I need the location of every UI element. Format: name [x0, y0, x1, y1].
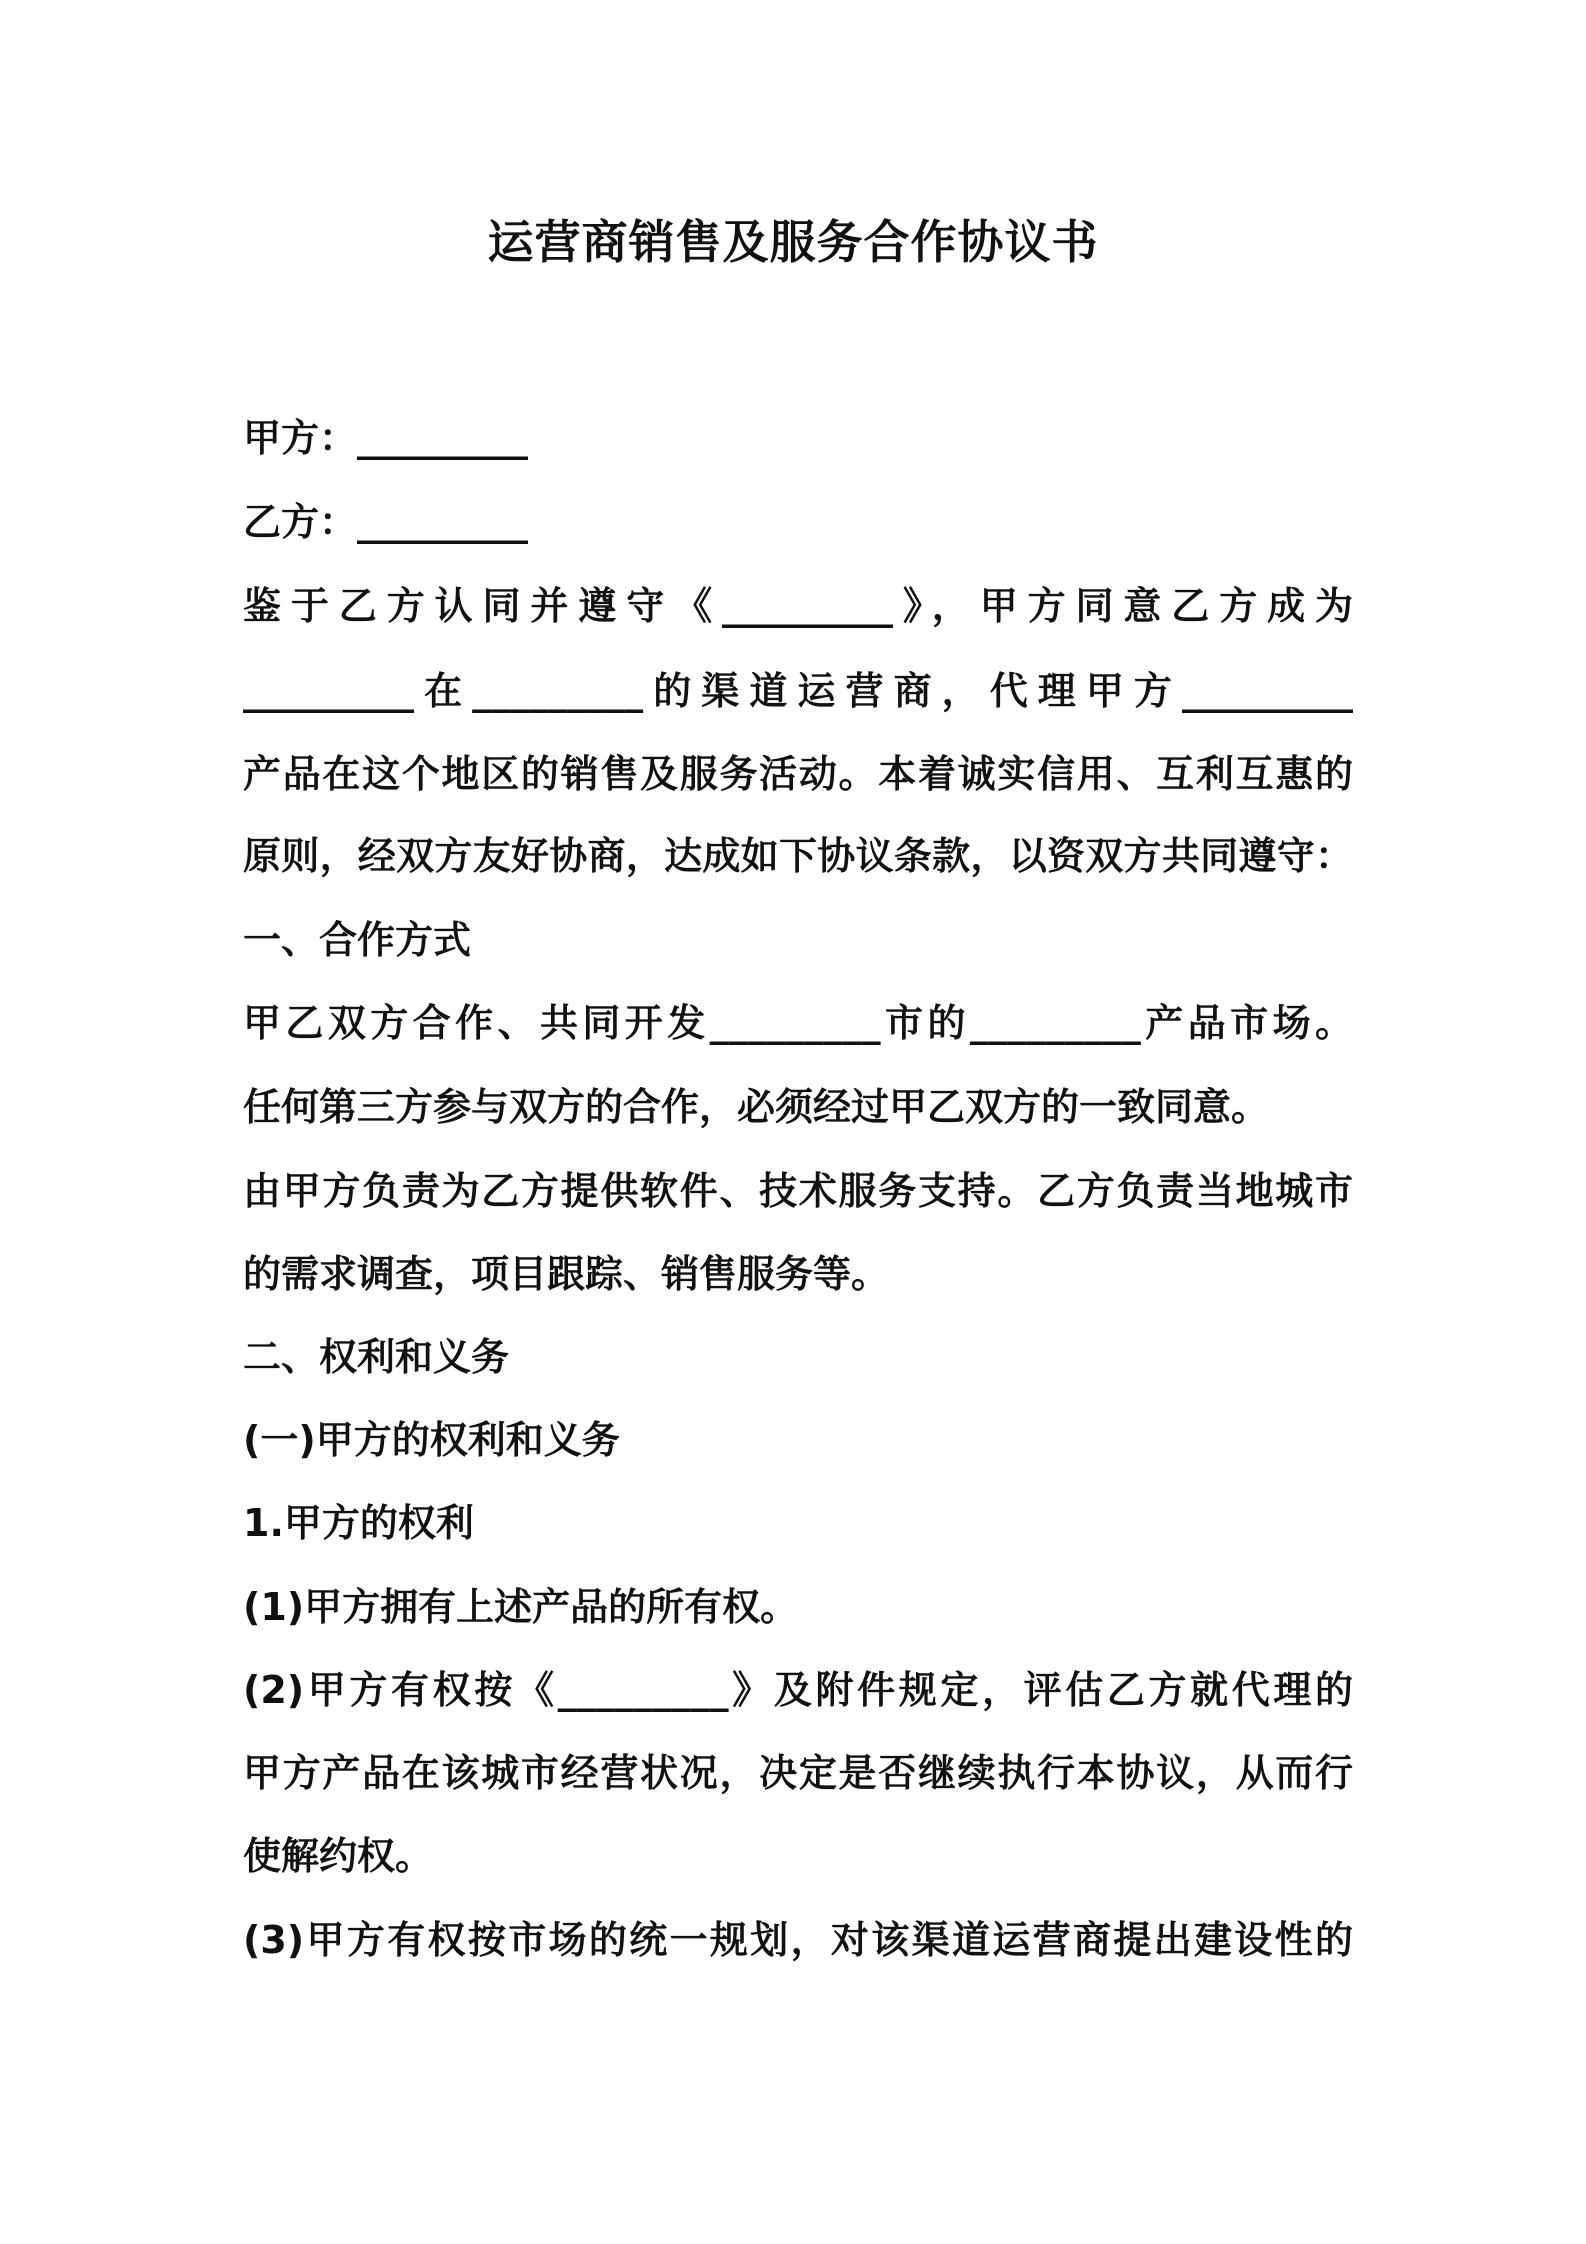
clause-line: (2)甲方有权按《_________》及附件规定，评估乙方就代理的: [243, 1668, 1353, 1712]
document-title: 运营商销售及服务合作协议书: [487, 215, 1099, 269]
section-heading: 一、合作方式: [243, 918, 472, 962]
paragraph-line: 由甲方负责为乙方提供软件、技术服务支持。乙方负责当地城市: [243, 1169, 1353, 1213]
paragraph-line: 原则，经双方友好协商，达成如下协议条款，以资双方共同遵守：: [243, 834, 1353, 878]
paragraph-line: _________在_________的渠道运营商，代理甲方_________: [243, 669, 1353, 713]
party-b-line: 乙方：_________: [243, 500, 529, 544]
clause-line: 使解约权。: [243, 1834, 434, 1878]
clause-line: 甲方产品在该城市经营状况，决定是否继续执行本协议，从而行: [243, 1751, 1353, 1795]
clause-line: (1)甲方拥有上述产品的所有权。: [243, 1585, 799, 1629]
clause-line: (3)甲方有权按市场的统一规划，对该渠道运营商提出建设性的: [243, 1918, 1353, 1962]
party-a-line: 甲方：_________: [243, 416, 529, 460]
paragraph-line: 鉴于乙方认同并遵守《_________》，甲方同意乙方成为: [243, 584, 1353, 628]
paragraph-line: 任何第三方参与双方的合作，必须经过甲乙双方的一致同意。: [243, 1085, 1270, 1129]
paragraph-line: 产品在这个地区的销售及服务活动。本着诚实信用、互利互惠的: [243, 752, 1353, 796]
section-heading: 二、权利和义务: [243, 1335, 510, 1379]
paragraph-line: 甲乙双方合作、共同开发_________市的_________产品市场。: [243, 1001, 1353, 1045]
subsection-heading: 1.甲方的权利: [243, 1501, 474, 1545]
subsection-heading: (一)甲方的权利和义务: [243, 1418, 620, 1462]
paragraph-line: 的需求调查，项目跟踪、销售服务等。: [243, 1252, 890, 1296]
